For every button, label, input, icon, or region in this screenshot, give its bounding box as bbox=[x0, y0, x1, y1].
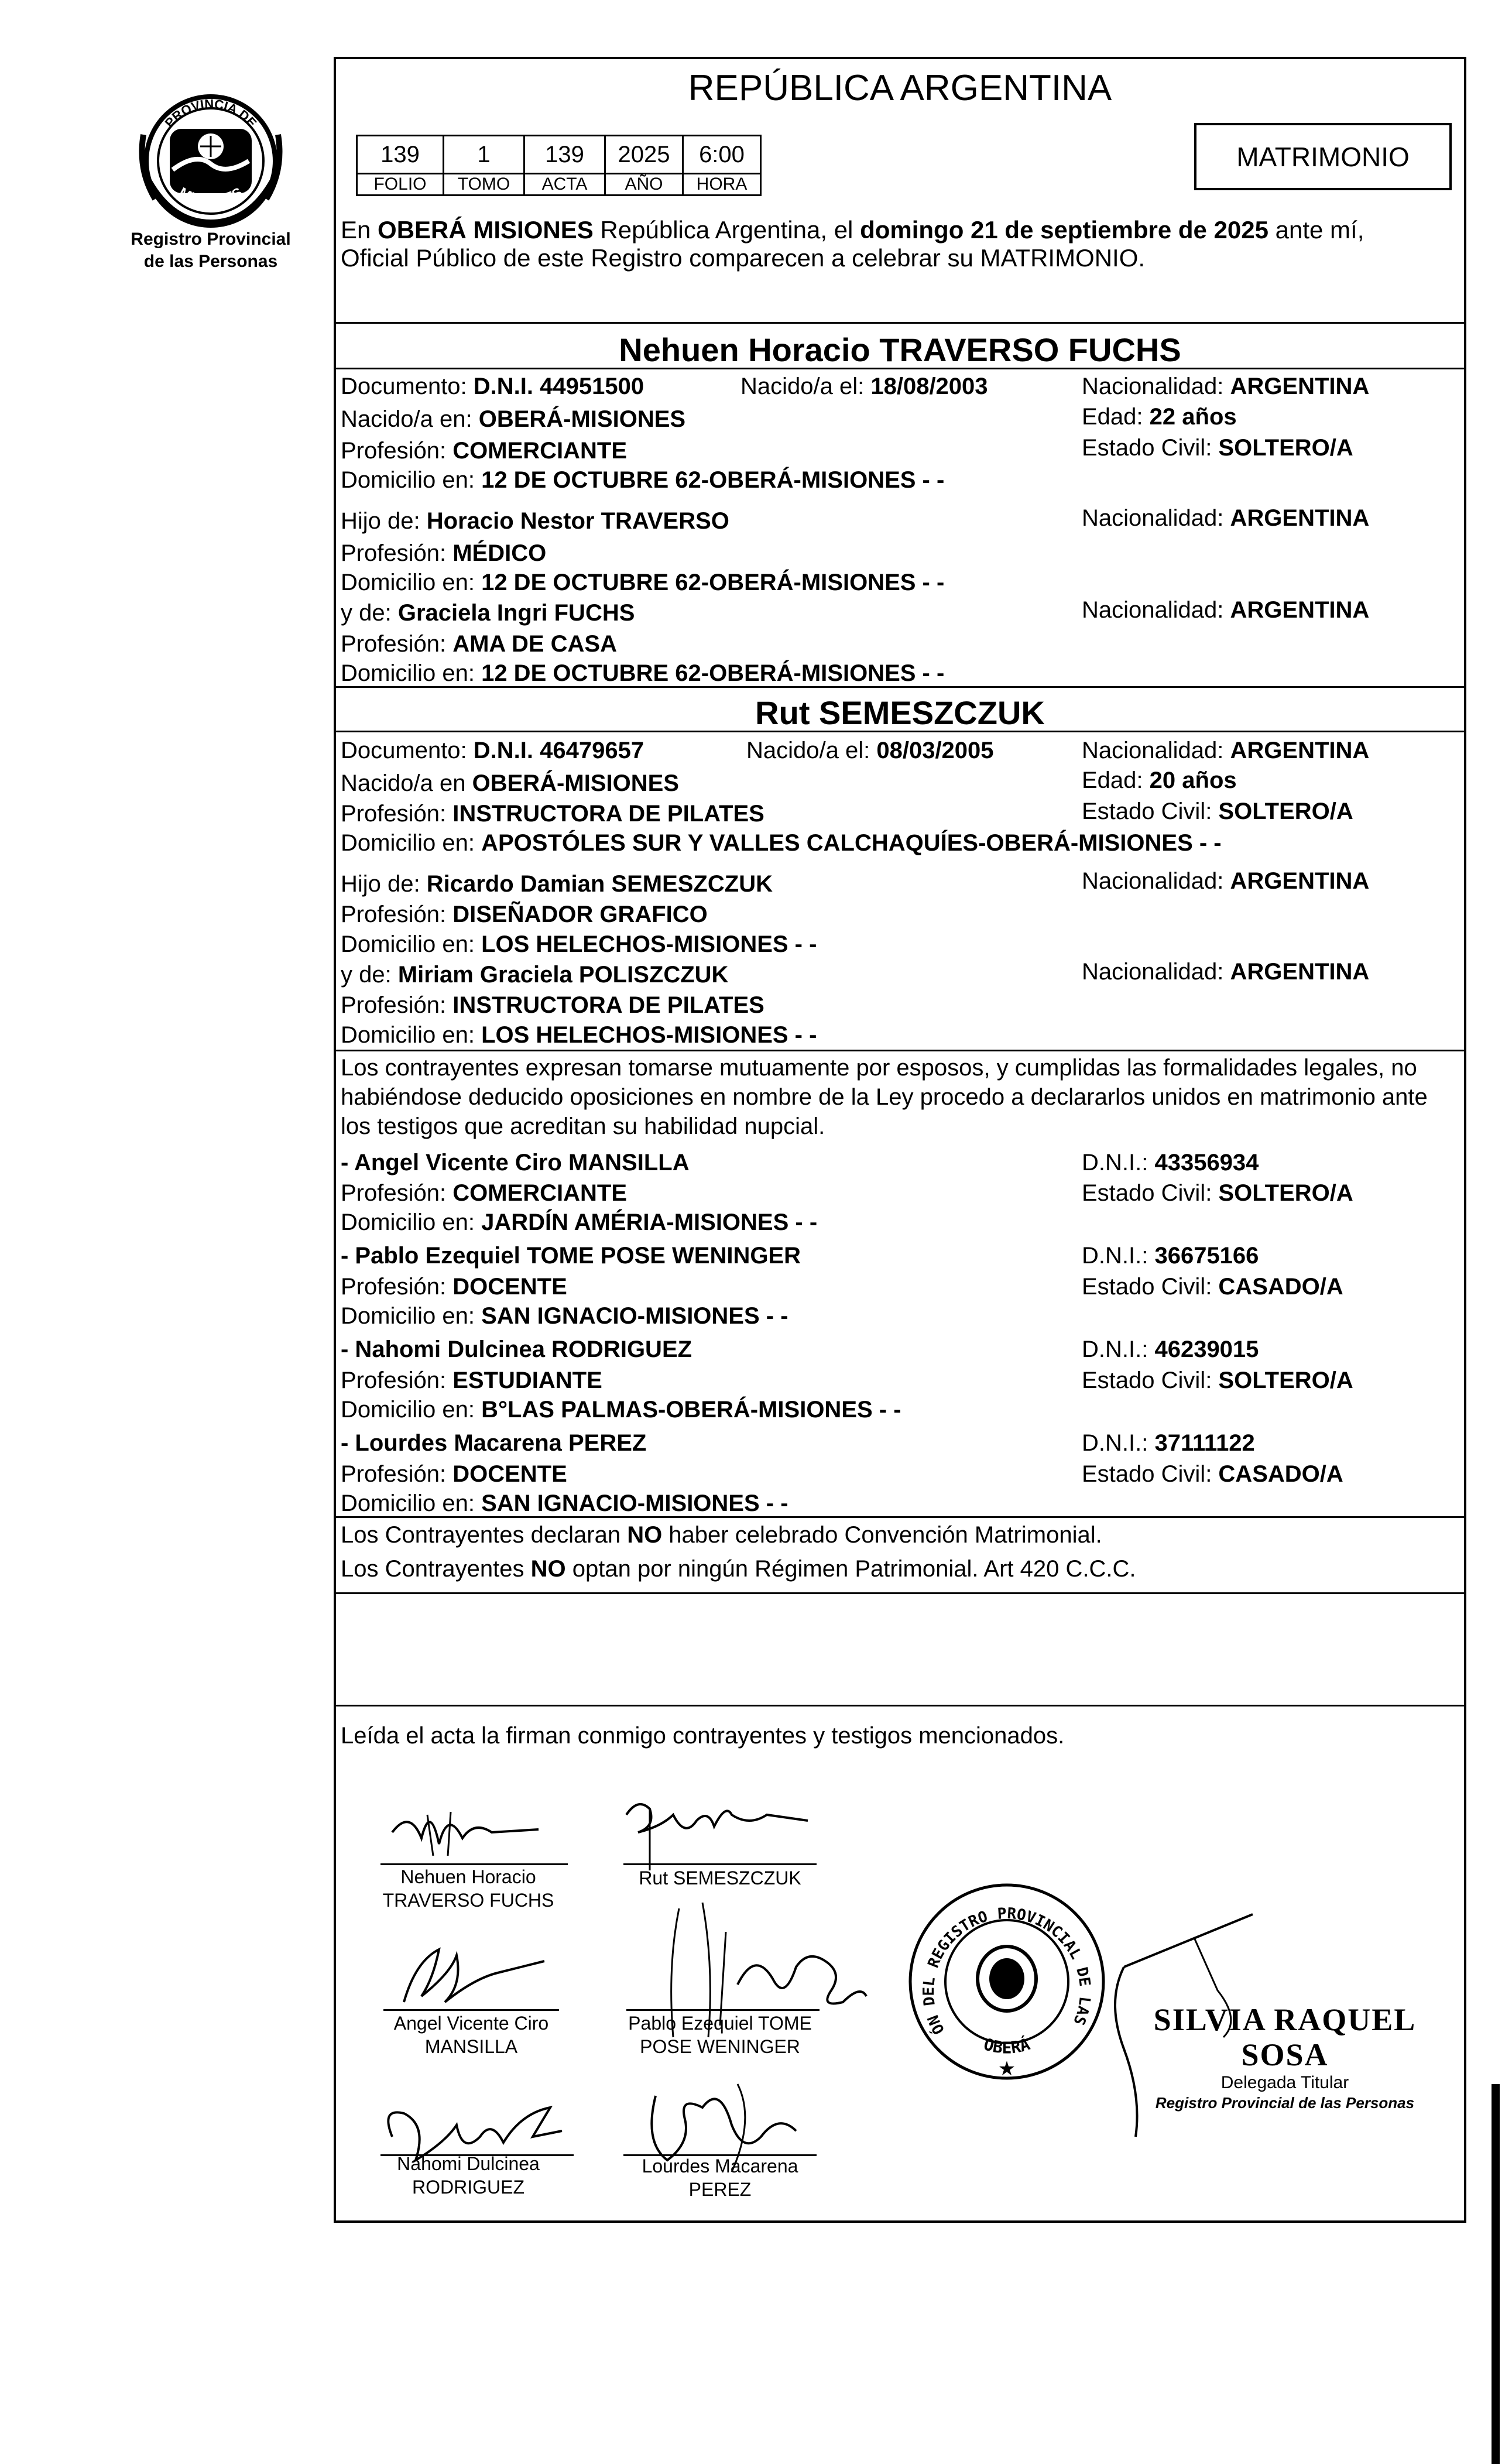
svg-text:PROVINCIA DE: PROVINCIA DE bbox=[162, 96, 260, 131]
bride-prof: Profesión: INSTRUCTORA DE PILATES bbox=[341, 801, 764, 827]
bride-mother-nat: Nacionalidad: ARGENTINA bbox=[1082, 959, 1370, 985]
signature-witness-2-label: Pablo Ezequiel TOME POSE WENINGER bbox=[628, 2013, 812, 2057]
witness-3-name: - Nahomi Dulcinea RODRIGUEZ bbox=[341, 1336, 692, 1362]
folio-label: FOLIO bbox=[357, 174, 444, 196]
witness-4-dni: D.N.I.: 37111122 bbox=[1082, 1430, 1255, 1456]
convention-2: Los Contrayentes NO optan por ningún Régimen Patrimonial. Art 420 C.C.C. bbox=[341, 1556, 1136, 1582]
witness-1-name: - Angel Vicente Ciro MANSILLA bbox=[341, 1150, 690, 1176]
svg-text:DELEGACIÓN DEL REGISTRO PROVIN: DELEGACIÓN DEL REGISTRO PROVINCIAL DE LAS PERSONAS bbox=[900, 1866, 1094, 2037]
groom-nat: Nacionalidad: ARGENTINA bbox=[1082, 373, 1370, 399]
witness-2-civil: Estado Civil: CASADO/A bbox=[1082, 1274, 1343, 1300]
tomo-value: 1 bbox=[444, 136, 524, 174]
groom-father-addr: Domicilio en: 12 DE OCTUBRE 62-OBERÁ-MISIONES - - bbox=[341, 570, 945, 595]
hora-value: 6:00 bbox=[683, 136, 761, 174]
bride-civil: Estado Civil: SOLTERO/A bbox=[1082, 799, 1353, 824]
bride-nat: Nacionalidad: ARGENTINA bbox=[1082, 738, 1370, 763]
witness-4-addr: Domicilio en: SAN IGNACIO-MISIONES - - bbox=[341, 1490, 788, 1516]
declaration-line-3: los testigos que acreditan su habilidad nupcial. bbox=[341, 1113, 825, 1139]
anio-value: 2025 bbox=[605, 136, 683, 174]
official-role: Delegada Titular bbox=[1220, 2073, 1349, 2092]
witness-2-prof: Profesión: DOCENTE bbox=[341, 1274, 567, 1300]
witness-3-civil: Estado Civil: SOLTERO/A bbox=[1082, 1368, 1353, 1393]
delegation-seal bbox=[900, 1866, 1109, 2084]
convention-1: Los Contrayentes declaran NO haber celebrado Convención Matrimonial. bbox=[341, 1522, 1102, 1548]
acta-value: 139 bbox=[524, 136, 605, 174]
signature-groom bbox=[375, 1797, 568, 1867]
logo-caption: Registro Provincial de las Personas bbox=[131, 229, 291, 271]
groom-age: Edad: 22 años bbox=[1082, 404, 1237, 430]
bride-mother: y de: Miriam Graciela POLISZCZUK bbox=[341, 962, 729, 988]
groom-mother: y de: Graciela Ingri FUCHS bbox=[341, 600, 635, 626]
groom-father: Hijo de: Horacio Nestor TRAVERSO bbox=[341, 508, 729, 534]
official-stamp bbox=[1112, 2002, 1458, 2112]
act-type-box: MATRIMONIO bbox=[1194, 123, 1452, 190]
groom-doc: Documento: D.N.I. 44951500 bbox=[341, 373, 644, 399]
witness-2-addr: Domicilio en: SAN IGNACIO-MISIONES - - bbox=[341, 1303, 788, 1329]
groom-father-nat: Nacionalidad: ARGENTINA bbox=[1082, 505, 1370, 531]
bride-addr: Domicilio en: APOSTÓLES SUR Y VALLES CALCHAQUÍES-OBERÁ-MISIONES - - bbox=[341, 830, 1222, 856]
signature-witness-3-label: Nahomi Dulcinea RODRIGUEZ bbox=[397, 2153, 540, 2198]
bride-father: Hijo de: Ricardo Damian SEMESZCZUK bbox=[341, 871, 773, 897]
registry-logo bbox=[138, 88, 284, 228]
witness-4-prof: Profesión: DOCENTE bbox=[341, 1461, 567, 1487]
svg-text:MISIONES: MISIONES bbox=[176, 184, 245, 209]
witness-1-civil: Estado Civil: SOLTERO/A bbox=[1082, 1180, 1353, 1206]
groom-birthplace: Nacido/a en: OBERÁ-MISIONES bbox=[341, 406, 686, 432]
signature-witness-1 bbox=[380, 1938, 556, 2014]
bride-born: Nacido/a el: 08/03/2005 bbox=[746, 738, 994, 763]
bride-mother-prof: Profesión: INSTRUCTORA DE PILATES bbox=[341, 992, 764, 1018]
groom-father-prof: Profesión: MÉDICO bbox=[341, 540, 547, 566]
witness-2-dni: D.N.I.: 36675166 bbox=[1082, 1243, 1259, 1269]
bride-mother-addr: Domicilio en: LOS HELECHOS-MISIONES - - bbox=[341, 1022, 817, 1048]
witness-1-addr: Domicilio en: JARDÍN AMÉRIA-MISIONES - - bbox=[341, 1209, 818, 1235]
intro-line-1: En OBERÁ MISIONES República Argentina, el domingo 21 de septiembre de 2025 ante mí, bbox=[341, 216, 1364, 244]
witness-4-name: - Lourdes Macarena PEREZ bbox=[341, 1430, 647, 1456]
groom-born: Nacido/a el: 18/08/2003 bbox=[740, 373, 988, 399]
official-org: Registro Provincial de las Personas bbox=[1155, 2094, 1415, 2112]
groom-name: Nehuen Horacio TRAVERSO FUCHS bbox=[619, 331, 1181, 368]
official-name: SILVIA RAQUEL SOSA bbox=[1153, 2002, 1417, 2072]
bride-father-nat: Nacionalidad: ARGENTINA bbox=[1082, 868, 1370, 894]
signature-witness-1-label: Angel Vicente Ciro MANSILLA bbox=[393, 2013, 549, 2057]
signature-bride bbox=[615, 1791, 825, 1873]
page-title: REPÚBLICA ARGENTINA bbox=[688, 68, 1112, 108]
svg-text:OBERÁ: OBERÁ bbox=[981, 2034, 1033, 2058]
witness-3-prof: Profesión: ESTUDIANTE bbox=[341, 1368, 602, 1393]
signature-witness-4-label: Lourdes Macarena PEREZ bbox=[642, 2155, 798, 2200]
witness-2-name: - Pablo Ezequiel TOME POSE WENINGER bbox=[341, 1243, 801, 1269]
bride-father-prof: Profesión: DISEÑADOR GRAFICO bbox=[341, 902, 708, 927]
bride-doc: Documento: D.N.I. 46479657 bbox=[341, 738, 644, 763]
acta-label: ACTA bbox=[524, 174, 605, 196]
groom-civil: Estado Civil: SOLTERO/A bbox=[1082, 435, 1353, 461]
groom-prof: Profesión: COMERCIANTE bbox=[341, 438, 627, 464]
intro-line-2: Oficial Público de este Registro comparecen a celebrar su MATRIMONIO. bbox=[341, 244, 1146, 272]
bride-name: Rut SEMESZCZUK bbox=[755, 694, 1045, 731]
witness-3-addr: Domicilio en: B°LAS PALMAS-OBERÁ-MISIONES - - bbox=[341, 1397, 901, 1423]
witness-1-prof: Profesión: COMERCIANTE bbox=[341, 1180, 627, 1206]
witness-3-dni: D.N.I.: 46239015 bbox=[1082, 1336, 1259, 1362]
declaration-line-1: Los contrayentes expresan tomarse mutuamente por esposos, y cumplidas las formalidades legales, no bbox=[341, 1055, 1417, 1081]
tomo-label: TOMO bbox=[444, 174, 524, 196]
svg-text:★: ★ bbox=[997, 2058, 1016, 2080]
witness-1-dni: D.N.I.: 43356934 bbox=[1082, 1150, 1259, 1176]
province-shield-icon bbox=[138, 88, 284, 228]
registry-table bbox=[356, 135, 762, 196]
signature-bride-label: Rut SEMESZCZUK bbox=[639, 1867, 801, 1889]
closing-text: Leída el acta la firman conmigo contrayentes y testigos mencionados. bbox=[341, 1723, 1065, 1749]
bride-father-addr: Domicilio en: LOS HELECHOS-MISIONES - - bbox=[341, 931, 817, 957]
groom-mother-prof: Profesión: AMA DE CASA bbox=[341, 631, 617, 657]
bride-age: Edad: 20 años bbox=[1082, 767, 1237, 793]
hora-label: HORA bbox=[683, 174, 761, 196]
anio-label: AÑO bbox=[605, 174, 683, 196]
groom-mother-nat: Nacionalidad: ARGENTINA bbox=[1082, 597, 1370, 623]
signature-groom-label: Nehuen Horacio TRAVERSO FUCHS bbox=[382, 1866, 554, 1911]
bride-birthplace: Nacido/a en OBERÁ-MISIONES bbox=[341, 770, 679, 796]
witness-4-civil: Estado Civil: CASADO/A bbox=[1082, 1461, 1343, 1487]
groom-mother-addr: Domicilio en: 12 DE OCTUBRE 62-OBERÁ-MISIONES - - bbox=[341, 660, 945, 686]
groom-addr: Domicilio en: 12 DE OCTUBRE 62-OBERÁ-MISIONES - - bbox=[341, 467, 945, 493]
declaration-line-2: habiéndose deducido oposiciones en nombre de la Ley procedo a declararlos unidos en matrimonio ante bbox=[341, 1084, 1428, 1110]
folio-value: 139 bbox=[357, 136, 444, 174]
